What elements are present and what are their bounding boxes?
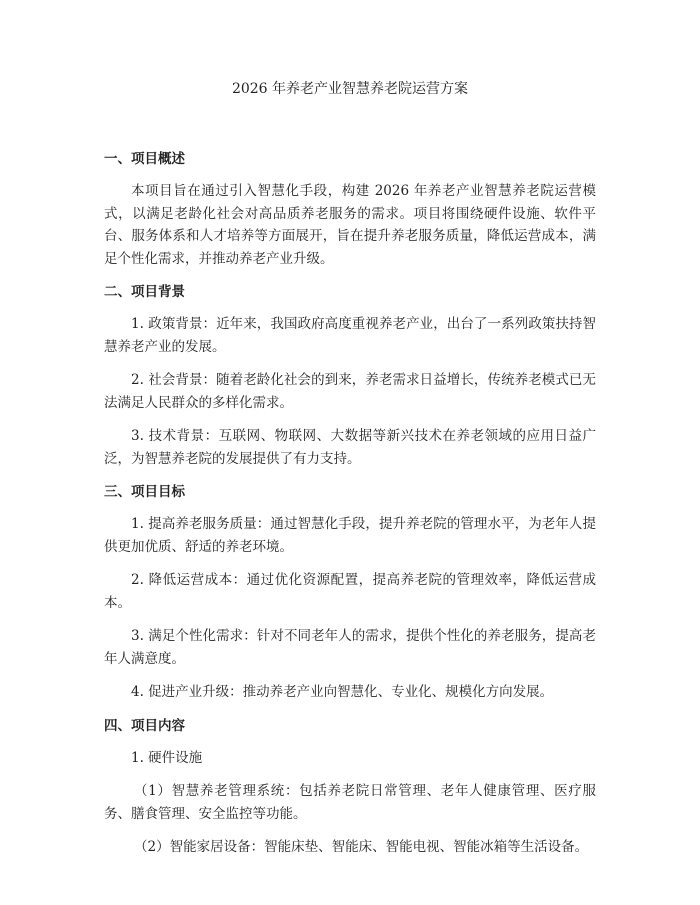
section-heading: 四、项目内容 bbox=[104, 717, 185, 734]
paragraph: 3. 满足个性化需求：针对不同老年人的需求，提供个性化的养老服务，提高老年人满意度。 bbox=[104, 628, 596, 667]
paragraph: 3. 技术背景：互联网、物联网、大数据等新兴技术在养老领域的应用日益广泛，为智慧养老院的发展提供了有力支持。 bbox=[104, 428, 596, 467]
paragraph: 2. 降低运营成本：通过优化资源配置，提高养老院的管理效率，降低运营成本。 bbox=[104, 572, 596, 611]
section-heading: 一、项目概述 bbox=[104, 151, 185, 167]
document-title: 2026 年养老产业智慧养老院运营方案 bbox=[231, 81, 469, 97]
section-heading: 二、项目背景 bbox=[104, 284, 185, 300]
section-goals bbox=[104, 481, 596, 704]
paragraph: （2）智能家居设备：智能床垫、智能床、智能电视、智能冰箱等生活设备。 bbox=[134, 839, 589, 855]
section-background bbox=[104, 281, 596, 470]
section-heading: 三、项目目标 bbox=[104, 484, 185, 500]
paragraph: 1. 硬件设施 bbox=[131, 749, 203, 766]
paragraph: 2. 社会背景：随着老龄化社会的到来，养老需求日益增长，传统养老模式已无法满足人民群众的多样化需求。 bbox=[104, 372, 596, 411]
paragraph: 1. 政策背景：近年来，我国政府高度重视养老产业，出台了一系列政策扶持智慧养老产业的发展。 bbox=[104, 316, 596, 355]
paragraph: 1. 提高养老服务质量：通过智慧化手段，提升养老院的管理水平，为老年人提供更加优质、舒适的养老环境。 bbox=[104, 516, 596, 555]
paragraph: （1）智慧养老管理系统：包括养老院日常管理、老年人健康管理、医疗服务、膳食管理、安全监控等功能。 bbox=[104, 783, 596, 822]
paragraph: 4. 促进产业升级：推动养老产业向智慧化、专业化、规模化方向发展。 bbox=[131, 684, 554, 700]
section-content bbox=[104, 715, 596, 859]
paragraph: 本项目旨在通过引入智慧化手段，构建 2026 年养老产业智慧养老院运营模式，以满足老龄化社会对高品质养老服务的需求。项目将围绕硬件设施、软件平台、服务体系和人才培养等方面展开，旨在提升养老服务质量，降低运营成本，满足个性化需求，并推动养老产业升级。 bbox=[104, 183, 596, 267]
section-overview bbox=[104, 148, 596, 270]
